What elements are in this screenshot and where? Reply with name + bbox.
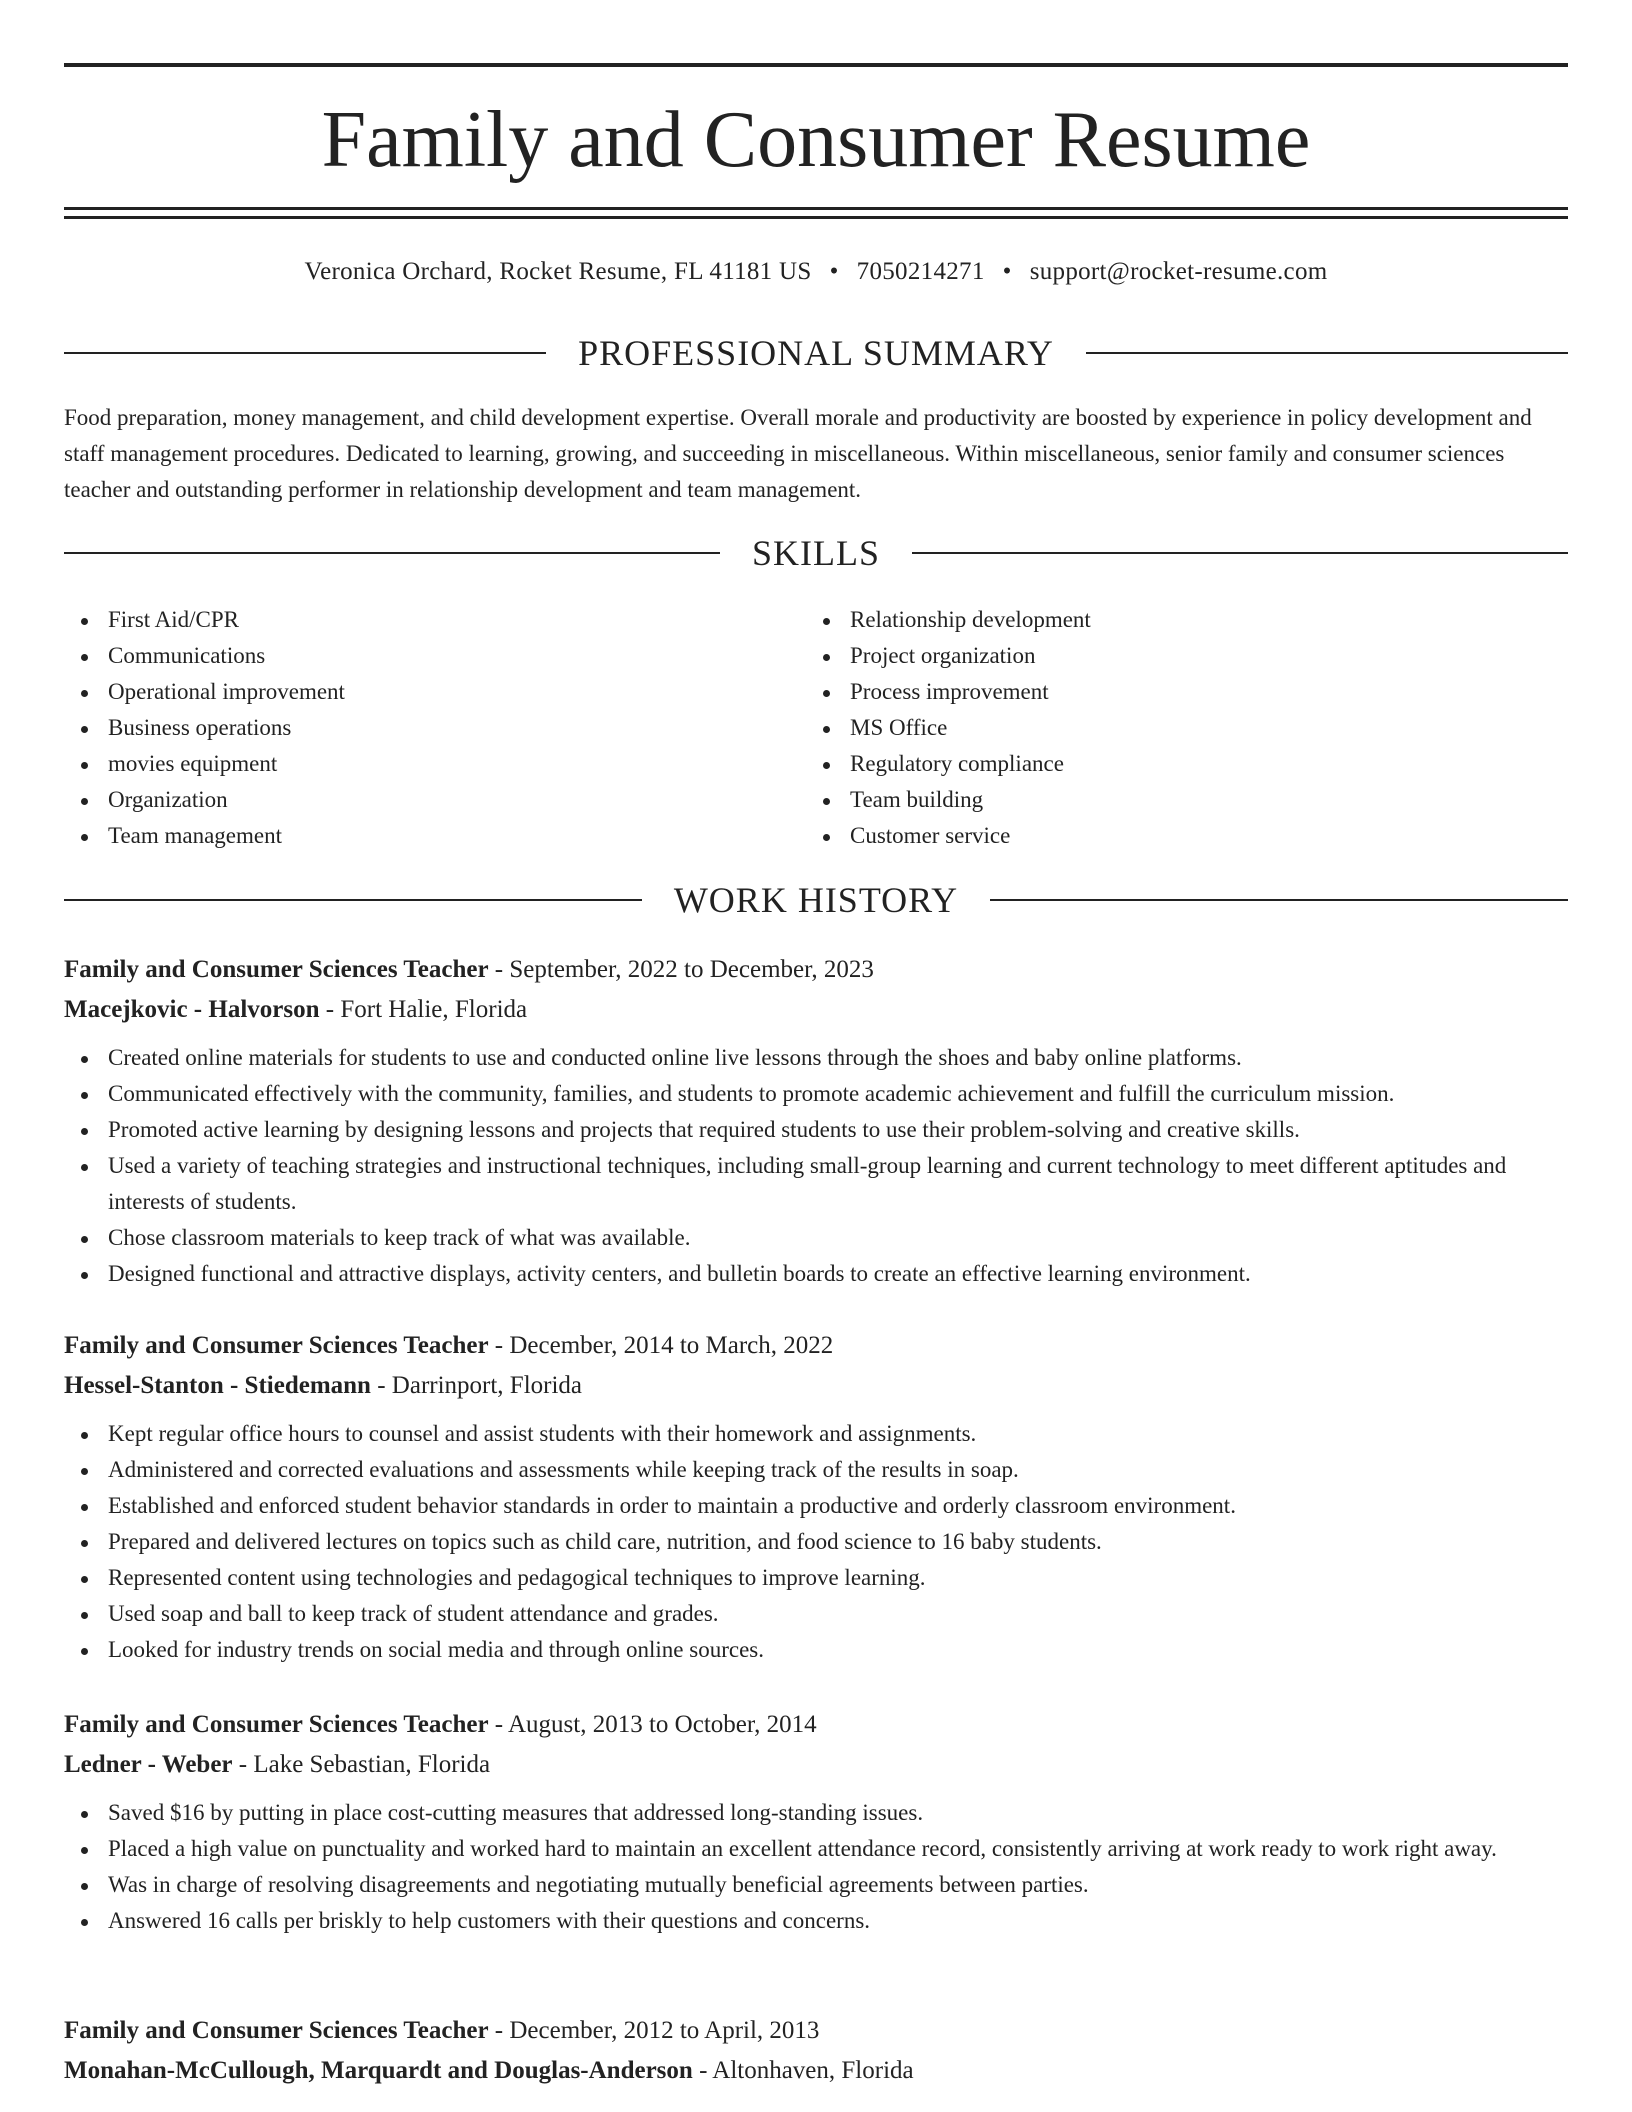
- job-title: Family and Consumer Sciences Teacher: [64, 2017, 489, 2044]
- job-duty: Looked for industry trends on social media and through online sources.: [108, 1632, 1568, 1668]
- heading-rule-left: [64, 352, 546, 354]
- job-entry: [64, 1705, 1568, 1939]
- skill-item: Communications: [108, 638, 806, 674]
- job-title-line: [64, 1705, 1568, 1745]
- job-duty: Chose classroom materials to keep track of what was available.: [108, 1220, 1568, 1256]
- professional-summary-text: Food preparation, money management, and child development expertise. Overall morale and productivity are boosted by experience in policy development and staff management procedures. Dedicated to learning, growing, and succeeding in miscellaneous. Within miscellaneous, senior family and consumer sciences teacher and outstanding performer in relationship development and team management.: [64, 405, 1532, 502]
- skill-item: Operational improvement: [108, 674, 806, 710]
- section-title-summary: PROFESSIONAL SUMMARY: [578, 333, 1054, 373]
- job-employer-line: [64, 990, 1568, 1030]
- job-duty: Saved $16 by putting in place cost-cutting measures that addressed long-standing issues.: [108, 1795, 1568, 1831]
- job-duty: Established and enforced student behavior standards in order to maintain a productive and orderly classroom environment.: [108, 1488, 1568, 1524]
- title-rule-upper: [64, 207, 1568, 210]
- job-title-line: [64, 950, 1568, 990]
- job-title: Family and Consumer Sciences Teacher: [64, 1711, 489, 1738]
- job-duty: Prepared and delivered lectures on topics such as child care, nutrition, and food science to 16 baby students.: [108, 1524, 1568, 1560]
- job-employer: Ledner - Weber: [64, 1751, 233, 1778]
- contact-email: support@rocket-resume.com: [1029, 258, 1328, 285]
- job-entry: [64, 1326, 1568, 1668]
- job-title: Family and Consumer Sciences Teacher: [64, 1332, 489, 1359]
- contact-address: Veronica Orchard, Rocket Resume, FL 41181 US: [304, 258, 812, 285]
- job-duties-list: [64, 1416, 1568, 1668]
- top-rule: [64, 63, 1568, 67]
- job-duty: Kept regular office hours to counsel and assist students with their homework and assignments.: [108, 1416, 1568, 1452]
- job-duty: Placed a high value on punctuality and worked hard to maintain an excellent attendance record, consistently arriving at work ready to work right away.: [108, 1831, 1568, 1867]
- skills-list-right: [806, 602, 1548, 854]
- job-duty: Communicated effectively with the community, families, and students to promote academic achievement and fulfill the curriculum mission.: [108, 1076, 1568, 1112]
- skill-item: Business operations: [108, 710, 806, 746]
- skill-item: First Aid/CPR: [108, 602, 806, 638]
- job-entry: [64, 950, 1568, 1292]
- skill-item: Process improvement: [850, 674, 1548, 710]
- job-title: Family and Consumer Sciences Teacher: [64, 956, 489, 983]
- job-employer: Monahan-McCullough, Marquardt and Douglas-Anderson: [64, 2057, 693, 2084]
- job-employer: Hessel-Stanton - Stiedemann: [64, 1372, 371, 1399]
- job-duty: Represented content using technologies and pedagogical techniques to improve learning.: [108, 1560, 1568, 1596]
- heading-rule-left: [64, 552, 720, 554]
- skill-item: Project organization: [850, 638, 1548, 674]
- contact-phone: 7050214271: [856, 258, 985, 285]
- job-location: - Fort Halie, Florida: [319, 996, 528, 1023]
- job-duty: Answered 16 calls per briskly to help customers with their questions and concerns.: [108, 1903, 1568, 1939]
- section-heading-skills: [64, 531, 1568, 575]
- job-location: - Darrinport, Florida: [370, 1372, 583, 1399]
- skill-item: Customer service: [850, 818, 1548, 854]
- job-entry: [64, 2011, 1568, 2091]
- job-duty: Used soap and ball to keep track of student attendance and grades.: [108, 1596, 1568, 1632]
- skill-item: MS Office: [850, 710, 1548, 746]
- job-employer-line: [64, 1745, 1568, 1785]
- skills-columns: [64, 602, 1568, 854]
- contact-separator: •: [829, 258, 839, 285]
- job-duty: Administered and corrected evaluations and assessments while keeping track of the results in soap.: [108, 1452, 1568, 1488]
- skill-item: Team management: [108, 818, 806, 854]
- heading-rule-right: [912, 552, 1568, 554]
- job-duties-list: [64, 1795, 1568, 1939]
- job-dates: - August, 2013 to October, 2014: [488, 1711, 817, 1738]
- job-duty: Created online materials for students to use and conducted online live lessons through the shoes and baby online platforms.: [108, 1040, 1568, 1076]
- job-dates: - September, 2022 to December, 2023: [488, 956, 874, 983]
- heading-rule-right: [990, 899, 1568, 901]
- skill-item: Regulatory compliance: [850, 746, 1548, 782]
- heading-rule-left: [64, 899, 642, 901]
- job-employer-line: [64, 2051, 1568, 2091]
- skills-list-left: [64, 602, 806, 854]
- title-rule-lower: [64, 216, 1568, 219]
- resume-title: Family and Consumer Resume: [321, 96, 1311, 184]
- job-duty: Promoted active learning by designing lessons and projects that required students to use their problem-solving and creative skills.: [108, 1112, 1568, 1148]
- job-dates: - December, 2012 to April, 2013: [488, 2017, 820, 2044]
- section-heading-work-history: [64, 878, 1568, 922]
- skill-item: Organization: [108, 782, 806, 818]
- section-title-skills: SKILLS: [752, 533, 881, 573]
- skill-item: Team building: [850, 782, 1548, 818]
- contact-separator: •: [1002, 258, 1012, 285]
- job-employer-line: [64, 1366, 1568, 1406]
- skill-item: Relationship development: [850, 602, 1548, 638]
- section-heading-summary: [64, 331, 1568, 375]
- job-location: - Altonhaven, Florida: [692, 2057, 914, 2084]
- job-title-line: [64, 2011, 1568, 2051]
- job-title-line: [64, 1326, 1568, 1366]
- job-duties-list: [64, 1040, 1568, 1292]
- job-employer: Macejkovic - Halvorson: [64, 996, 320, 1023]
- section-title-work-history: WORK HISTORY: [673, 880, 959, 920]
- job-dates: - December, 2014 to March, 2022: [488, 1332, 834, 1359]
- contact-line: [64, 256, 1568, 288]
- job-duty: Designed functional and attractive displays, activity centers, and bulletin boards to create an effective learning environment.: [108, 1256, 1568, 1292]
- job-location: - Lake Sebastian, Florida: [232, 1751, 491, 1778]
- job-duty: Was in charge of resolving disagreements and negotiating mutually beneficial agreements between parties.: [108, 1867, 1568, 1903]
- heading-rule-right: [1086, 352, 1568, 354]
- skill-item: movies equipment: [108, 746, 806, 782]
- job-duty: Used a variety of teaching strategies and instructional techniques, including small-group learning and current technology to meet different aptitudes and interests of students.: [108, 1148, 1568, 1220]
